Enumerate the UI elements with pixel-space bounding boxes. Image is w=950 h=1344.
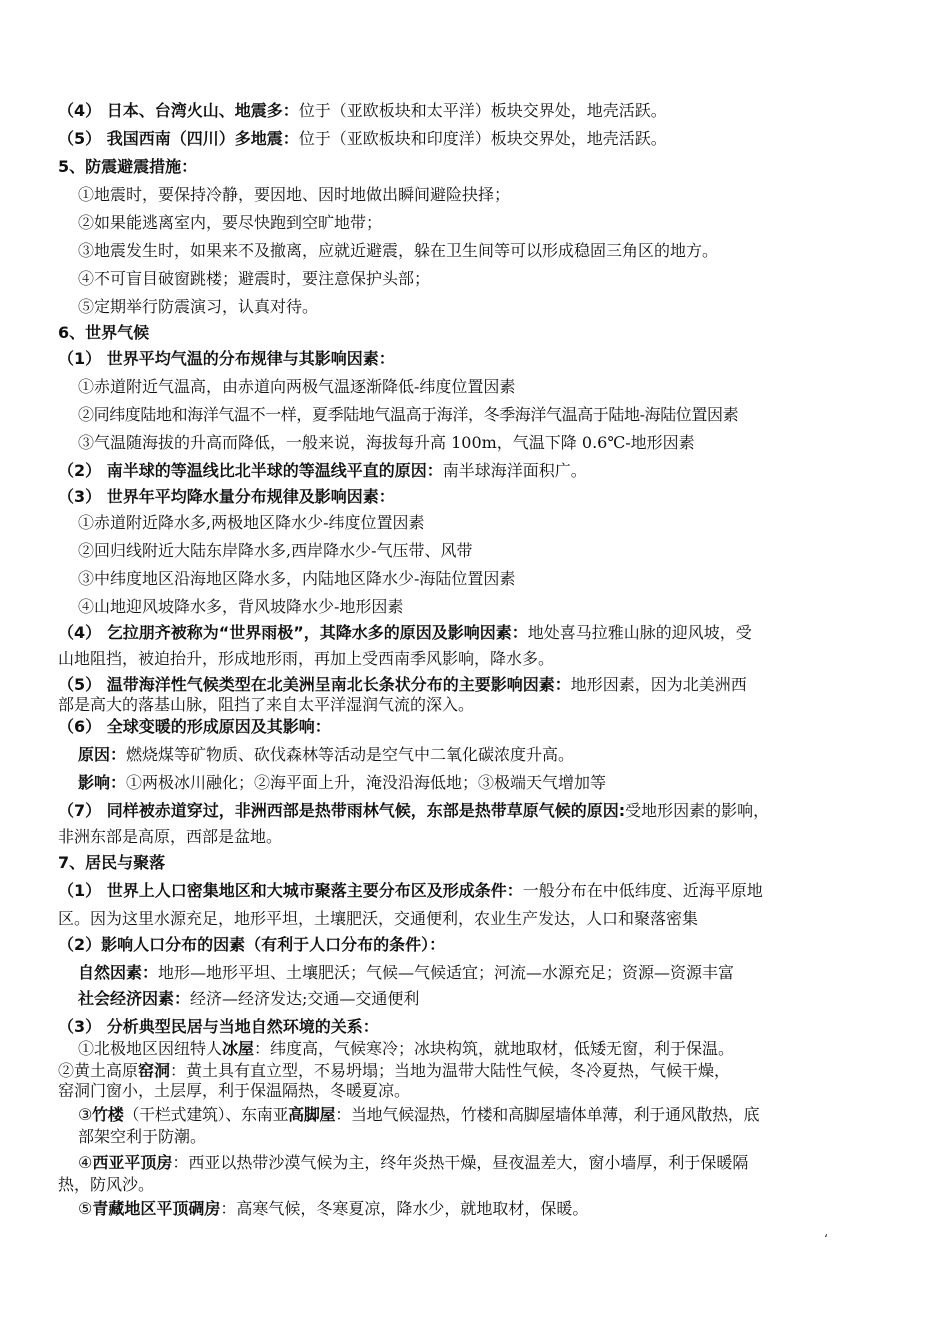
list-item: ⑤定期举行防震演习，认真对待。 <box>78 297 319 316</box>
section-heading: 5、防震避震措施： <box>58 157 198 176</box>
text-line: 社会经济因素：经济—经济发达;交通—交通便利 <box>78 989 420 1008</box>
text-line: 部架空利于防潮。 <box>78 1127 207 1146</box>
list-item: ③中纬度地区沿海地区降水多，内陆地区降水少-海陆位置因素 <box>78 569 516 588</box>
list-item: ①北极地区因纽特人冰屋：纬度高，气候寒冷；冰块构筑，就地取材，低矮无窗，利于保温。 <box>78 1039 735 1058</box>
corner-mark: ‘ <box>824 1232 828 1246</box>
subheading: （3） 世界年平均降水量分布规律及影响因素： <box>58 487 395 506</box>
list-item: ③气温随海拔的升高而降低，一般来说，海拔每升高 100m，气温下降 0.6℃-地形因素 <box>78 433 695 452</box>
subheading: （1） 世界平均气温的分布规律与其影响因素： <box>58 349 395 368</box>
text-line: 山地阻挡，被迫抬升，形成地形雨，再加上受西南季风影响，降水多。 <box>58 649 555 668</box>
list-item: ②如果能逃离室内，要尽快跑到空旷地带； <box>78 213 383 232</box>
text-line: （7） 同样被赤道穿过，非洲西部是热带雨林气候，东部是热带草原气候的原因:受地形因素的影响， <box>58 801 770 820</box>
section-heading: 7、居民与聚落 <box>58 853 166 872</box>
list-item: ③竹楼（干栏式建筑）、东南亚高脚屋：当地气候湿热，竹楼和高脚屋墙体单薄，利于通风散热，底 <box>78 1105 760 1124</box>
text-line: 影响：①两极冰川融化；②海平面上升，淹没沿海低地；③极端天气增加等 <box>78 773 607 792</box>
text-line: 自然因素：地形—地形平坦、土壤肥沃；气候—气候适宜；河流—水源充足；资源—资源丰富 <box>78 963 735 982</box>
subheading: （2）影响人口分布的因素（有利于人口分布的条件）： <box>58 935 446 954</box>
text-line: （2） 南半球的等温线比北半球的等温线平直的原因：南半球海洋面积广。 <box>58 461 587 480</box>
list-item: ④不可盲目破窗跳楼；避震时，要注意保护头部； <box>78 269 431 288</box>
list-item: ③地震发生时，如果来不及撤离，应就近避震，躲在卫生间等可以形成稳固三角区的地方。 <box>78 241 719 260</box>
text-line: 非洲东部是高原，西部是盆地。 <box>58 827 283 846</box>
list-item: ④山地迎风坡降水多，背风坡降水少-地形因素 <box>78 597 404 616</box>
list-item: ②回归线附近大陆东岸降水多,西岸降水少-气压带、风带 <box>78 541 473 560</box>
list-item: ②同纬度陆地和海洋气温不一样，夏季陆地气温高于海洋，冬季海洋气温高于陆地-海陆位置因素 <box>78 405 739 424</box>
list-item: ④西亚平顶房：西亚以热带沙漠气候为主，终年炎热干燥，昼夜温差大，窗小墙厚，利于保暖隔 <box>78 1153 749 1172</box>
text-line: （5） 温带海洋性气候类型在北美洲呈南北长条状分布的主要影响因素：地形因素，因为北美洲西 <box>58 675 747 694</box>
subheading: （3） 分析典型民居与当地自然环境的关系： <box>58 1017 379 1036</box>
list-item: ⑤青藏地区平顶碉房：高寒气候，冬寒夏凉，降水少，就地取材，保暖。 <box>78 1199 589 1218</box>
text-line: （4） 乞拉朋齐被称为“世界雨极”，其降水多的原因及影响因素：地处喜马拉雅山脉的迎风坡，受 <box>58 623 752 642</box>
list-item: ①赤道附近降水多,两极地区降水少-纬度位置因素 <box>78 513 425 532</box>
subheading: （6） 全球变暖的形成原因及其影响： <box>58 717 331 736</box>
text-line: 热，防风沙。 <box>58 1175 155 1194</box>
text-line: 原因：燃烧煤等矿物质、砍伐森林等活动是空气中二氧化碳浓度升高。 <box>78 745 575 764</box>
list-item: ①地震时，要保持冷静，要因地、因时地做出瞬间避险抉择； <box>78 185 511 204</box>
text-line: 部是高大的落基山脉，阻挡了来自太平洋湿润气流的深入。 <box>58 695 475 714</box>
text-line: （1） 世界上人口密集地区和大城市聚落主要分布区及形成条件：一般分布在中低纬度、近海平原地 <box>58 881 763 900</box>
section-heading: 6、世界气候 <box>58 323 150 342</box>
text-line: （4） 日本、台湾火山、地震多：位于（亚欧板块和太平洋）板块交界处，地壳活跃。 <box>58 101 667 120</box>
text-line: 窑洞门窗小，土层厚，利于保温隔热，冬暖夏凉。 <box>58 1081 411 1100</box>
list-item: ①赤道附近气温高，由赤道向两极气温逐渐降低-纬度位置因素 <box>78 377 516 396</box>
text-line: 区。因为这里水源充足，地形平坦，土壤肥沃，交通便利，农业生产发达，人口和聚落密集 <box>58 909 699 928</box>
list-item: ②黄土高原窑洞：黄土具有直立型，不易坍塌；当地为温带大陆性气候，冬冷夏热，气候干燥， <box>58 1061 731 1080</box>
text-line: （5） 我国西南（四川）多地震：位于（亚欧板块和印度洋）板块交界处，地壳活跃。 <box>58 129 667 148</box>
